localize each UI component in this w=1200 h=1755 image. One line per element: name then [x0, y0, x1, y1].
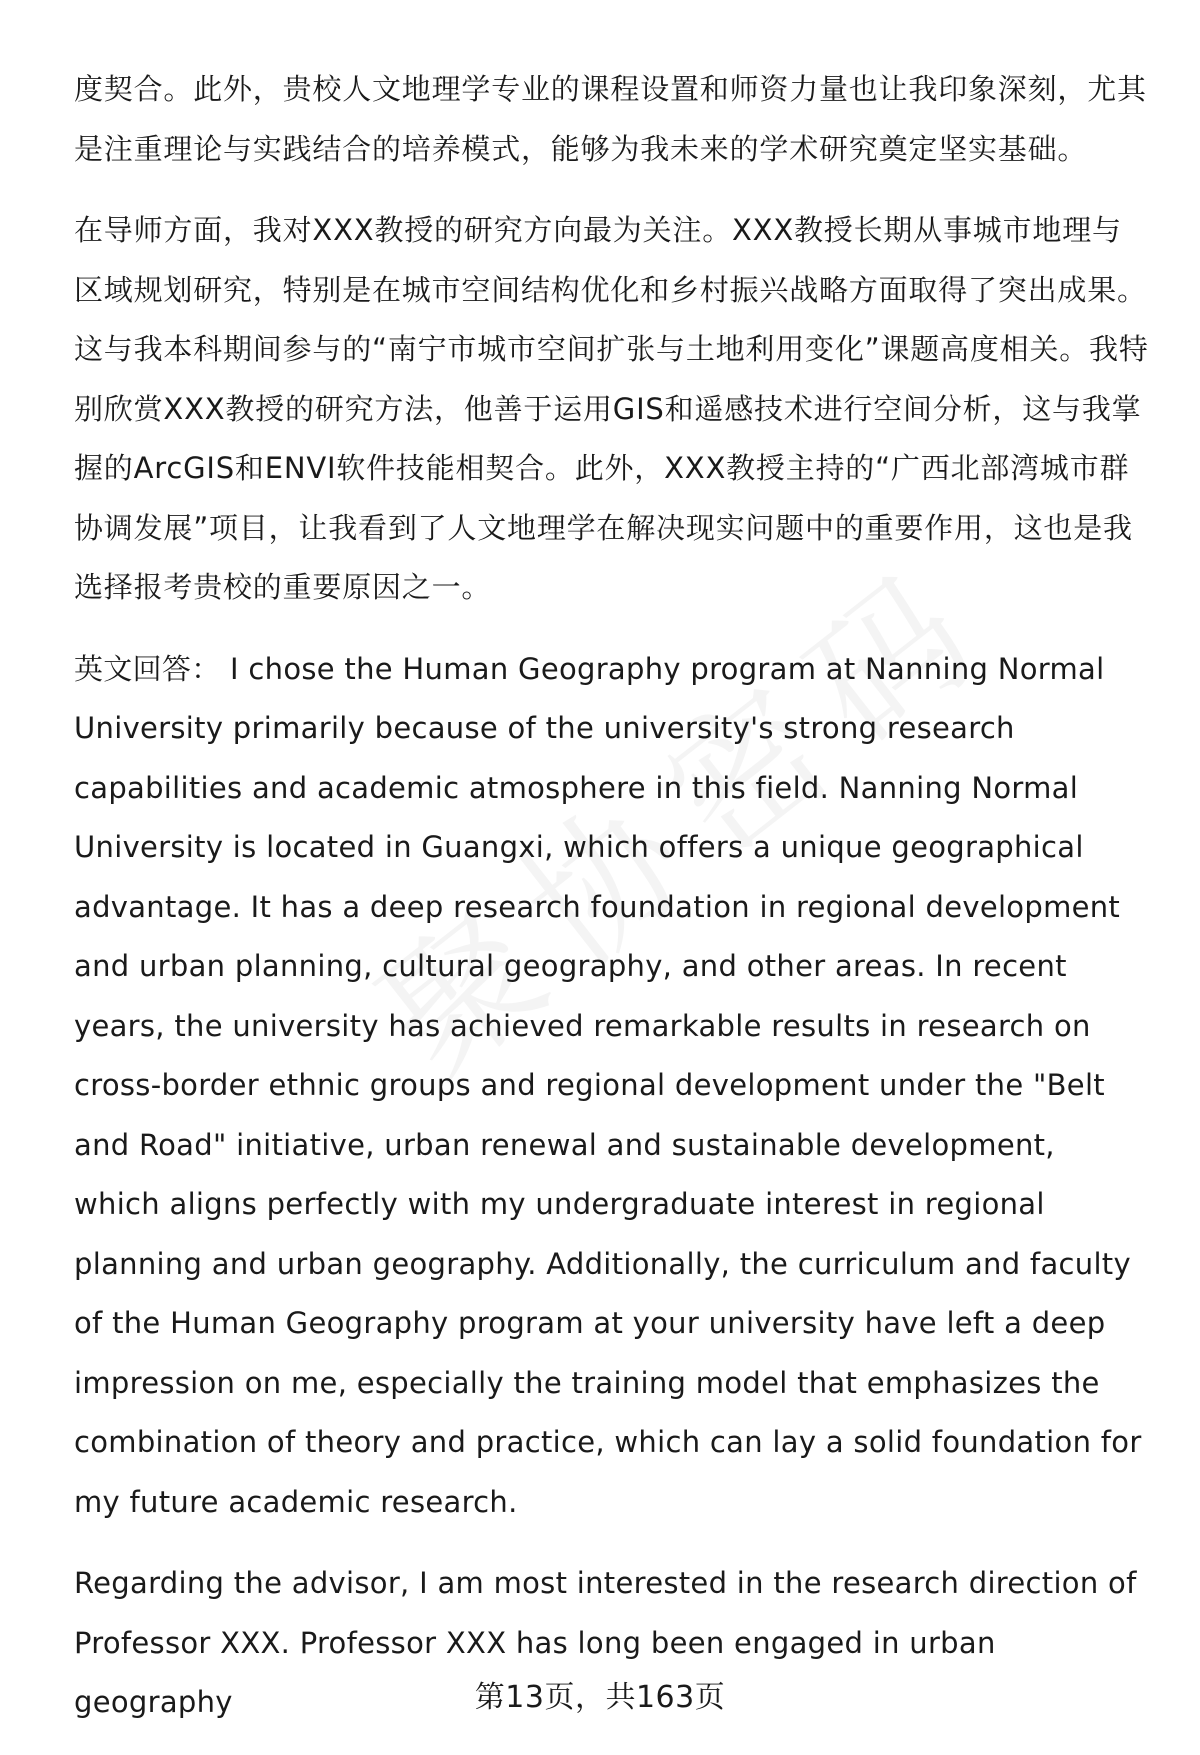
paragraph-3: 英文回答： I chose the Human Geography program at Nanning Normal University primarily because of the university's strong research capabilities and academic atmosphere in this field. Nanning Normal University is located in Guangxi, which offers a unique geographical advantage. It has a deep research foundation in regional development and urban planning, cultural geography, and other areas. In recent years, the university has achieved remarkable results in research on cross-border ethnic groups and regional development under the "Belt and Road" initiative, urban renewal and sustainable development, which aligns perfectly with my undergraduate interest in regional planning and urban geography. Additionally, the curriculum and faculty of the Human Geography program at your university have left a deep impression on me, especially the training model that emphasizes the combination of theory and practice, which can lay a solid foundation for my future academic research. [74, 651, 1142, 1519]
document-body [74, 60, 1150, 1755]
paragraph-1: 度契合。此外，贵校人文地理学专业的课程设置和师资力量也让我印象深刻，尤其是注重理论与实践结合的培养模式，能够为我未来的学术研究奠定坚实基础。 [74, 72, 1147, 166]
paragraph-4: Regarding the advisor, I am most interested in the research direction of Professor XXX. Professor XXX has long been engaged in urban geography [74, 1566, 1137, 1719]
paragraph-2: 在导师方面，我对XXX教授的研究方向最为关注。XXX教授长期从事城市地理与区域规划研究，特别是在城市空间结构优化和乡村振兴战略方面取得了突出成果。这与我本科期间参与的“南宁市城市空间扩张与土地利用变化”课题高度相关。我特别欣赏XXX教授的研究方法，他善于运用GIS和遥感技术进行空间分析，这与我掌握的ArcGIS和ENVI软件技能相契合。此外，XXX教授主持的“广西北部湾城市群协调发展”项目，让我看到了人文地理学在解决现实问题中的重要作用，这也是我选择报考贵校的重要原因之一。 [74, 213, 1149, 604]
page-number-footer: 第13页，共163页 [474, 1680, 726, 1715]
